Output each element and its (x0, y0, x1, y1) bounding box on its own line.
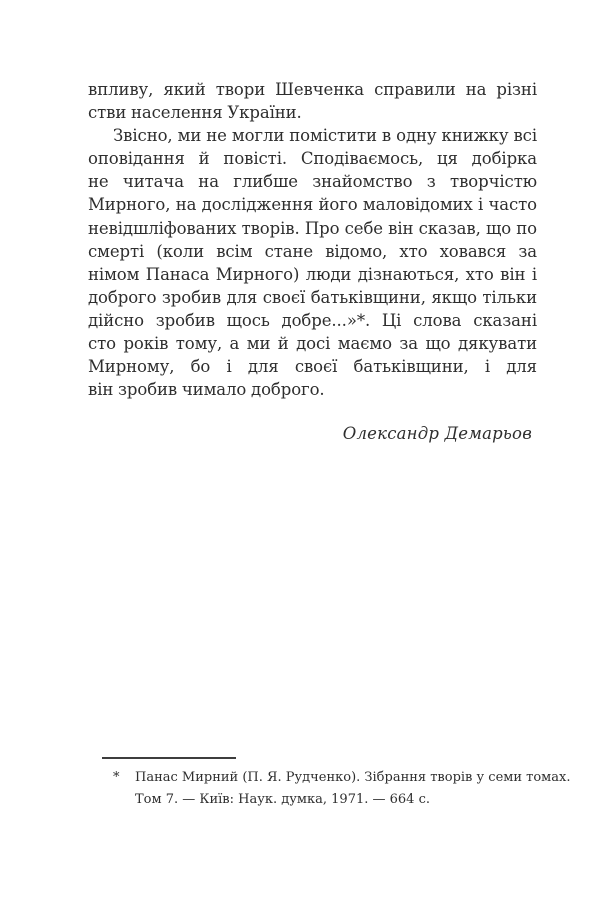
text-line: не читача на глибше знайомство з творчістю (88, 172, 537, 192)
text-line: доброго зробив для своєї батьківщини, якщо тільки (88, 287, 537, 307)
body-text (88, 78, 537, 401)
text-line: оповідання й повісті. Сподіваємось, ця добірка (88, 149, 537, 169)
footnote-marker: * (113, 770, 120, 785)
text-line: сто років тому, а ми й досі маємо за що дякувати (88, 334, 537, 354)
text-line: він зробив чимало доброго. (88, 380, 325, 400)
footnote-entry (102, 767, 571, 811)
text-line: дійсно зробив щось добре...»*. Ці слова сказані (88, 310, 537, 330)
text-line: Мирному, бо і для своєї батьківщини, і для (88, 357, 537, 377)
text-line: невідшліфованих творів. Про себе він сказав, що по (88, 218, 537, 238)
text-line: німом Панаса Мирного) люди дізнаються, хто він і (88, 264, 537, 284)
text-line: стви населення України. (88, 103, 302, 123)
footnote (102, 757, 571, 811)
paragraph (88, 124, 537, 401)
text-line: Мирного, на дослідження його маловідомих і часто (88, 195, 537, 215)
footnote-line: Панас Мирний (П. Я. Рудченко). Зібрання творів у семи томах. (135, 770, 571, 785)
text-line: впливу, який твори Шевченка справили на різні (88, 80, 537, 99)
text-line: Звісно, ми не могли помістити в одну книжку всі (113, 126, 537, 146)
author-signature: Олександр Демарьов (342, 424, 532, 443)
footnote-line: Том 7. — Київ: Наук. думка, 1971. — 664 с. (135, 792, 430, 807)
paragraph (88, 78, 537, 124)
footnote-text (135, 767, 571, 811)
text-line: смерті (коли всім стане відомо, хто ховався за (88, 241, 537, 261)
footnote-separator-rule (102, 757, 236, 759)
